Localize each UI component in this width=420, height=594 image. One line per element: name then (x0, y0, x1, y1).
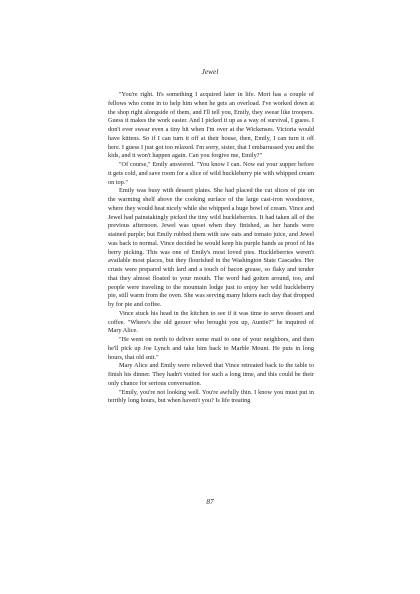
paragraph: "He went on north to deliver some mail to one of your neighbors, and then he'll pick up Joe Lynch and take him back to Marble Mount. He puts in long hours, that old snit." (108, 336, 314, 361)
running-head: Jewel (201, 68, 219, 76)
paragraph: Vince stuck his head in the kitchen to see if it was time to serve dessert and coffee. "Where's the old geezer who brought you up, Auntie?" he inquired of Mary Alice. (108, 309, 314, 335)
paragraph: "Emily, you're not looking well. You're awfully thin. I know you must put in terribly long hours, but when haven't you? Is life treating (108, 388, 314, 405)
paragraph: "You're right. It's something I acquired later in life. Mort has a couple of fellows who come in to help him when he gets an overload. I've worked down at the shop right alongside of them, and I'll tell you, Emily, they swear like troopers. Guess it makes the work easier. And I picked it up as a way of survival, I guess. I don't ever swear even a tiny bit when I'm over at the Wickenses. Victoria would have kittens. So if I can turn it off at their house, then, Emily, I can turn it off here. I guess I just got too relaxed. I'm sorry, sister, that I embarrassed you and the kids, and it won't happen again. Can you forgive me, Emily?" (108, 91, 314, 160)
body-text (108, 91, 314, 406)
paragraph: Emily was busy with dessert plates. She had placed the cut slices of pie on the warming shelf above the cooking surface of the large cast-iron woodstove, where they would heat nicely while she whipped a huge bowl of cream. Vince and Jewel had painstakingly picked the tiny wild huckleberries. It had taken all of the previous afternoon. Jewel was upset when they finished, as her hands were stained purple; but Emily rubbed them with raw oats and tomato juice, and Jewel was back to normal. Vince decided he would keep his purple hands as proof of his berry picking. This was one of Emily's most loved pies. Huckleberries weren't available most places, but they flourished in the Washington State Cascades. Her crusts were prepared with lard and a touch of bacon grease, so flaky and tender that they almost floated to your mouth. The word had gotten around, too, and people were traveling to the mountain lodge just to enjoy her wild huckleberry pie, still warm from the oven. She was serving many hikers each day that dropped by for pie and coffee. (108, 187, 314, 308)
paragraph: "Of course," Emily answered. "You know I can. Now eat your supper before it gets cold, and save room for a slice of wild huckleberry pie with whipped cream on top." (108, 161, 314, 186)
paragraph: Mary Alice and Emily were relieved that Vince retreated back to the table to finish his dinner. They hadn't visited for such a long time, and this could be their only chance for serious conversation. (108, 362, 314, 387)
page-number: 87 (206, 498, 214, 506)
